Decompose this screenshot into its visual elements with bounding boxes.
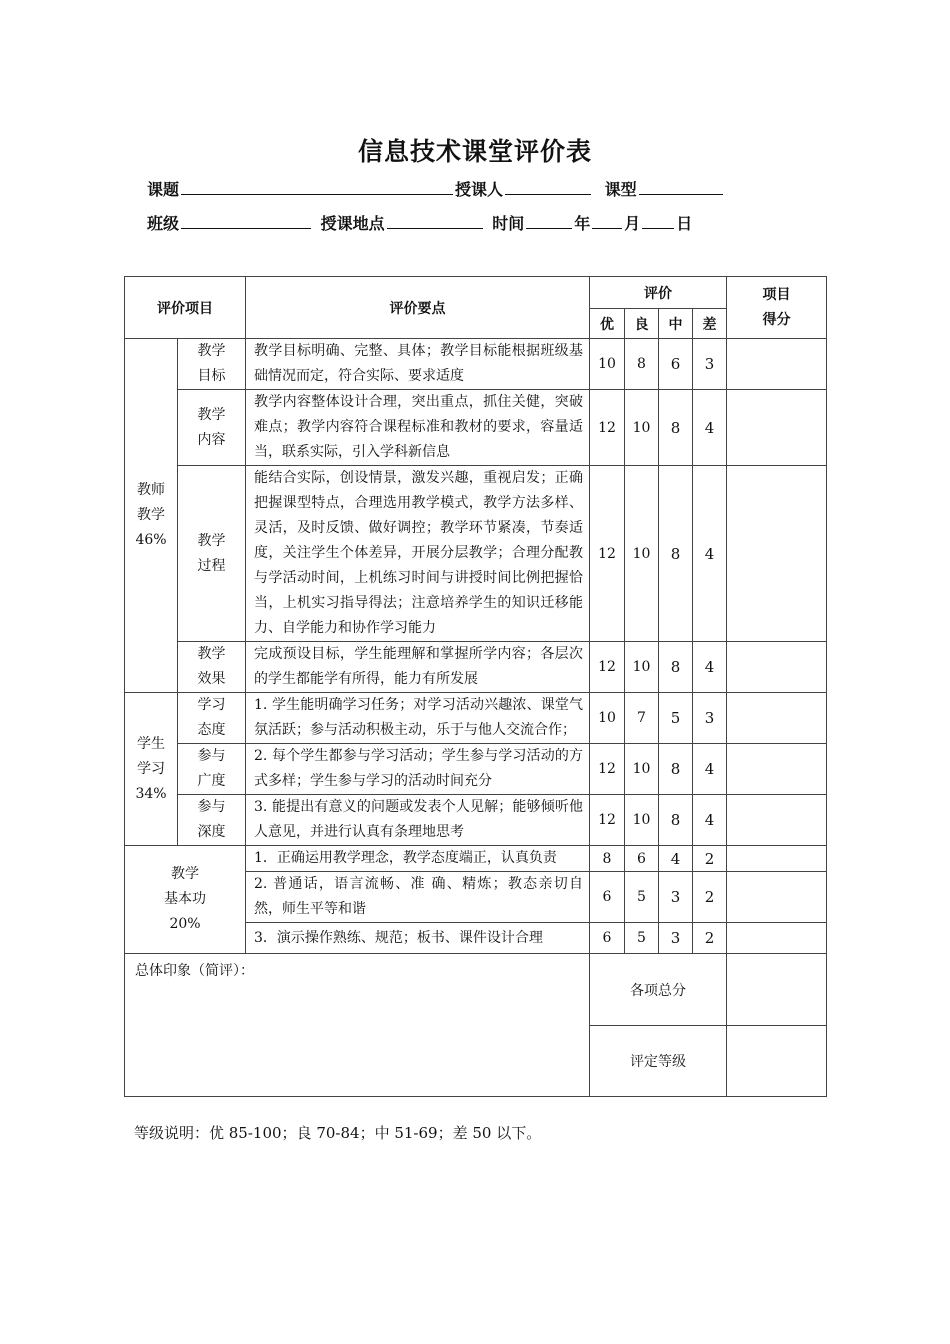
header-grade: 差 bbox=[693, 309, 727, 339]
criteria-text: 完成预设目标，学生能理解和掌握所学内容；各层次的学生都能学有所得，能力有所发展 bbox=[246, 642, 590, 693]
project-score-input[interactable] bbox=[727, 872, 827, 923]
teacher-label: 授课人 bbox=[455, 180, 504, 199]
grade-note: 等级说明：优 85-100；良 70-84；中 51-69；差 50 以下。 bbox=[134, 1124, 542, 1142]
table-row bbox=[125, 642, 827, 693]
header-grade: 中 bbox=[659, 309, 693, 339]
project-score-input[interactable] bbox=[727, 846, 827, 872]
score-cell: 10 bbox=[590, 339, 625, 390]
criteria-text: 教学内容整体设计合理，突出重点，抓住关健，突破难点；教学内容符合课程标准和教材的要求，容量适当，联系实际，引入学科新信息 bbox=[246, 390, 590, 466]
table-row bbox=[125, 693, 827, 744]
score-cell: 5 bbox=[659, 693, 693, 744]
score-cell: 6 bbox=[590, 872, 625, 923]
criteria-text: 能结合实际，创设情景，激发兴趣，重视启发；正确把握课型特点，合理选用教学模式，教学方法多样、灵活，及时反馈、做好调控；教学环节紧凑，节奏适度，关注学生个体差异，开展分层教学；合理分配教与学活动时间，上机练习时间与讲授时间比例把握恰当，上机实习指导得法；注意培养学生的知识迁移能力、自学能力和协作学习能力 bbox=[246, 466, 590, 642]
type-blank[interactable] bbox=[639, 178, 723, 195]
table-row bbox=[125, 339, 827, 390]
subitem-cell: 参与 广度 bbox=[178, 744, 246, 795]
project-score-input[interactable] bbox=[727, 923, 827, 954]
criteria-text: 3．演示操作熟练、规范；板书、课件设计合理 bbox=[246, 923, 590, 954]
topic-label: 课题 bbox=[147, 180, 180, 199]
grade-label: 评定等级 bbox=[590, 1026, 727, 1097]
table-row bbox=[125, 744, 827, 795]
table-row bbox=[125, 390, 827, 466]
time-label: 时间 bbox=[492, 214, 525, 233]
subitem-cell: 学习 态度 bbox=[178, 693, 246, 744]
total-score-input[interactable] bbox=[727, 954, 827, 1026]
project-score-input[interactable] bbox=[727, 390, 827, 466]
table-row bbox=[125, 846, 827, 872]
score-cell: 2 bbox=[693, 846, 727, 872]
table-row bbox=[125, 795, 827, 846]
score-cell: 2 bbox=[693, 923, 727, 954]
score-cell: 8 bbox=[590, 846, 625, 872]
day-blank[interactable] bbox=[642, 212, 674, 229]
project-score-input[interactable] bbox=[727, 693, 827, 744]
subitem-cell: 教学 目标 bbox=[178, 339, 246, 390]
project-score-input[interactable] bbox=[727, 466, 827, 642]
month-label: 月 bbox=[624, 214, 641, 233]
score-cell: 8 bbox=[625, 339, 659, 390]
criteria-text: 1．正确运用教学理念，教学态度端正，认真负责 bbox=[246, 846, 590, 872]
class-blank[interactable] bbox=[181, 212, 311, 229]
score-cell: 4 bbox=[693, 744, 727, 795]
score-cell: 12 bbox=[590, 744, 625, 795]
score-cell: 12 bbox=[590, 642, 625, 693]
location-label: 授课地点 bbox=[320, 214, 385, 233]
score-cell: 12 bbox=[590, 795, 625, 846]
grade-input[interactable] bbox=[727, 1026, 827, 1097]
project-score-input[interactable] bbox=[727, 642, 827, 693]
subitem-cell: 教学 内容 bbox=[178, 390, 246, 466]
criteria-text: 教学目标明确、完整、具体；教学目标能根据班级基础情况而定，符合实际、要求适度 bbox=[246, 339, 590, 390]
header-grade: 良 bbox=[625, 309, 659, 339]
score-cell: 4 bbox=[693, 466, 727, 642]
topic-blank[interactable] bbox=[181, 178, 453, 195]
score-cell: 8 bbox=[659, 390, 693, 466]
score-cell: 7 bbox=[625, 693, 659, 744]
header-score: 项目 得分 bbox=[727, 277, 827, 339]
score-cell: 8 bbox=[659, 744, 693, 795]
summary-row bbox=[125, 954, 827, 1026]
location-blank[interactable] bbox=[387, 212, 483, 229]
criteria-text: 2. 普通话，语言流畅、准 确、精炼；教态亲切自然，师生平等和谐 bbox=[246, 872, 590, 923]
score-cell: 8 bbox=[659, 795, 693, 846]
score-cell: 6 bbox=[625, 846, 659, 872]
class-label: 班级 bbox=[147, 214, 180, 233]
score-cell: 3 bbox=[693, 693, 727, 744]
score-cell: 10 bbox=[625, 795, 659, 846]
score-cell: 4 bbox=[693, 795, 727, 846]
month-blank[interactable] bbox=[592, 212, 622, 229]
page-title: 信息技术课堂评价表 bbox=[357, 137, 592, 166]
subitem-cell: 教学 过程 bbox=[178, 466, 246, 642]
score-cell: 4 bbox=[693, 390, 727, 466]
score-cell: 5 bbox=[625, 872, 659, 923]
info-line-2 bbox=[147, 211, 692, 234]
info-line-1 bbox=[147, 177, 725, 200]
header-points: 评价要点 bbox=[246, 277, 590, 339]
score-cell: 10 bbox=[625, 390, 659, 466]
score-cell: 3 bbox=[659, 872, 693, 923]
project-score-input[interactable] bbox=[727, 744, 827, 795]
score-cell: 10 bbox=[625, 744, 659, 795]
score-cell: 10 bbox=[590, 693, 625, 744]
criteria-text: 3. 能提出有意义的问题或发表个人见解；能够倾听他人意见，并进行认真有条理地思考 bbox=[246, 795, 590, 846]
impression-cell[interactable]: 总体印象（简评）： bbox=[125, 954, 590, 1097]
evaluation-table bbox=[124, 276, 827, 1097]
category-cell: 教学 基本功 20% bbox=[125, 846, 246, 954]
type-label: 课型 bbox=[604, 180, 637, 199]
score-cell: 3 bbox=[693, 339, 727, 390]
table-row bbox=[125, 466, 827, 642]
subitem-cell: 参与 深度 bbox=[178, 795, 246, 846]
project-score-input[interactable] bbox=[727, 795, 827, 846]
score-cell: 12 bbox=[590, 390, 625, 466]
score-cell: 6 bbox=[590, 923, 625, 954]
score-cell: 3 bbox=[659, 923, 693, 954]
header-grade: 优 bbox=[590, 309, 625, 339]
header-rating: 评价 bbox=[590, 277, 727, 309]
score-cell: 10 bbox=[625, 642, 659, 693]
year-blank[interactable] bbox=[526, 212, 572, 229]
score-cell: 4 bbox=[693, 642, 727, 693]
total-label: 各项总分 bbox=[590, 954, 727, 1026]
score-cell: 6 bbox=[659, 339, 693, 390]
score-cell: 10 bbox=[625, 466, 659, 642]
category-cell: 学生 学习 34% bbox=[125, 693, 178, 846]
criteria-text: 1. 学生能明确学习任务；对学习活动兴趣浓、课堂气氛活跃；参与活动积极主动，乐于与他人交流合作； bbox=[246, 693, 590, 744]
teacher-blank[interactable] bbox=[505, 178, 591, 195]
score-cell: 2 bbox=[693, 872, 727, 923]
score-cell: 4 bbox=[659, 846, 693, 872]
score-cell: 8 bbox=[659, 642, 693, 693]
score-cell: 12 bbox=[590, 466, 625, 642]
score-cell: 8 bbox=[659, 466, 693, 642]
category-cell: 教师 教学 46% bbox=[125, 339, 178, 693]
criteria-text: 2. 每个学生都参与学习活动；学生参与学习活动的方式多样；学生参与学习的活动时间充分 bbox=[246, 744, 590, 795]
header-item: 评价项目 bbox=[125, 277, 246, 339]
project-score-input[interactable] bbox=[727, 339, 827, 390]
day-label: 日 bbox=[676, 214, 693, 233]
year-label: 年 bbox=[574, 214, 591, 233]
subitem-cell: 教学 效果 bbox=[178, 642, 246, 693]
score-cell: 5 bbox=[625, 923, 659, 954]
